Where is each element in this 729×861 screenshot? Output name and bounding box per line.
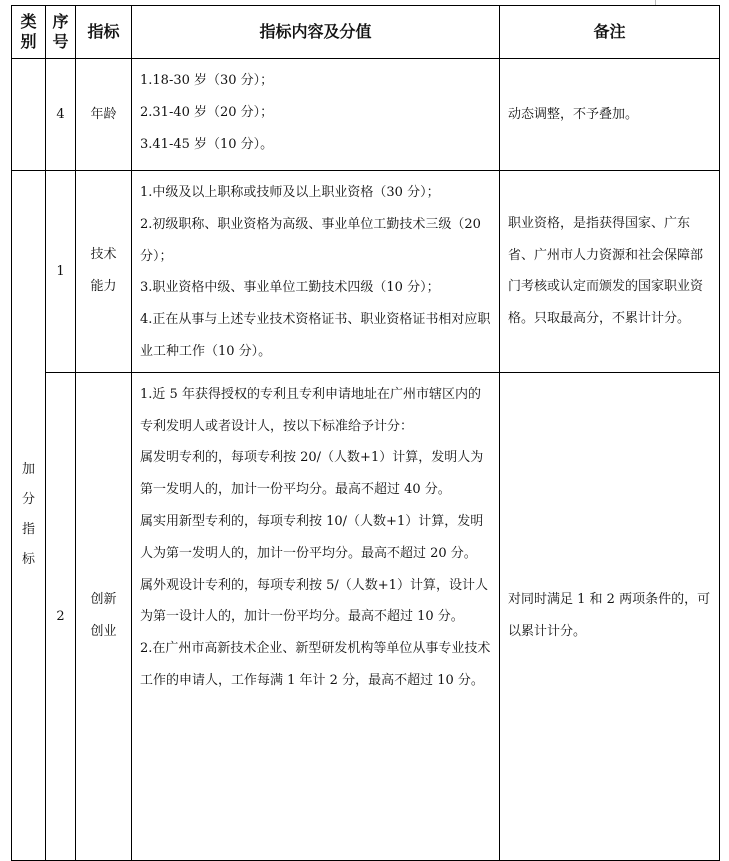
table-row-innovation: [12, 372, 720, 860]
content-line: 3.职业资格中级、事业单位工勤技术四级（10 分）；: [140, 280, 440, 296]
header-char: 号: [52, 32, 69, 51]
number-cell: 1: [46, 171, 76, 373]
category-char: 指: [21, 522, 35, 538]
content-cell: [132, 372, 500, 860]
header-char: 别: [20, 32, 37, 51]
content-line: 属实用新型专利的，每项专利按 10/（人数+1）计算，发明人为第一发明人的，加计一份平均分。最高不超过 20 分。: [140, 513, 484, 561]
indicator-cell: [76, 372, 132, 860]
indicator-line: 创业: [90, 624, 117, 640]
content-line: 2.31-40 岁（20 分）；: [140, 104, 274, 120]
number-cell: 2: [46, 372, 76, 860]
category-char: 加: [21, 462, 35, 478]
content-cell: [132, 59, 500, 171]
content-line: 1.近 5 年获得授权的专利且专利申请地址在广州市辖区内的专利发明人或者设计人，按以下标准给予计分：: [140, 386, 481, 434]
header-content: 指标内容及分值: [132, 6, 500, 59]
content-line: 3.41-45 岁（10 分）。: [140, 136, 274, 152]
indicator-line: 能力: [90, 279, 117, 295]
header-category: [12, 6, 46, 59]
header-row: [12, 6, 720, 59]
indicator-cell: [76, 171, 132, 373]
header-char: 类: [20, 12, 37, 31]
indicator-line: 创新: [90, 592, 117, 608]
header-indicator: 指标: [76, 6, 132, 59]
remark-cell: 动态调整，不予叠加。: [500, 59, 720, 171]
content-line: 属外观设计专利的，每项专利按 5/（人数+1）计算，设计人为第一设计人的，加计一份平均分。最高不超过 10 分。: [140, 577, 488, 625]
content-line: 4.正在从事与上述专业技术资格证书、职业资格证书相对应职业工种工作（10 分）。: [140, 312, 491, 359]
category-cell-empty: [12, 59, 46, 171]
scoring-table: [11, 5, 720, 861]
table-row-age: [12, 59, 720, 171]
content-line: 属发明专利的，每项专利按 20/（人数+1）计算，发明人为第一发明人的，加计一份平均分。最高不超过 40 分。: [140, 450, 484, 498]
number-cell: 4: [46, 59, 76, 171]
remark-cell: 对同时满足 1 和 2 两项条件的，可以累计计分。: [500, 372, 720, 860]
content-line: 2.在广州市高新技术企业、新型研发机构等单位从事专业技术工作的申请人，工作每满 1 年计 2 分，最高不超过 10 分。: [140, 641, 491, 688]
header-char: 序: [52, 12, 69, 31]
content-cell: [132, 171, 500, 373]
category-char: 分: [21, 492, 35, 508]
content-line: 1.中级及以上职称或技师及以上职业资格（30 分）；: [140, 185, 440, 200]
scoring-table-frame: [11, 5, 719, 861]
content-line: 2.初级职称、职业资格为高级、事业单位工勤技术三级（20 分）；: [140, 216, 481, 264]
table-row-tech-ability: [12, 171, 720, 373]
header-remark: 备注: [500, 6, 720, 59]
remark-cell: 职业资格，是指获得国家、广东省、广州市人力资源和社会保障部门考核或认定而颁发的国家职业资格。只取最高分，不累计计分。: [500, 171, 720, 373]
indicator-cell: 年龄: [76, 59, 132, 171]
header-number: [46, 6, 76, 59]
content-line: 1.18-30 岁（30 分）；: [140, 73, 274, 88]
category-cell-bonus: [12, 171, 46, 861]
category-char: 标: [21, 552, 35, 568]
indicator-line: 技术: [90, 247, 117, 263]
